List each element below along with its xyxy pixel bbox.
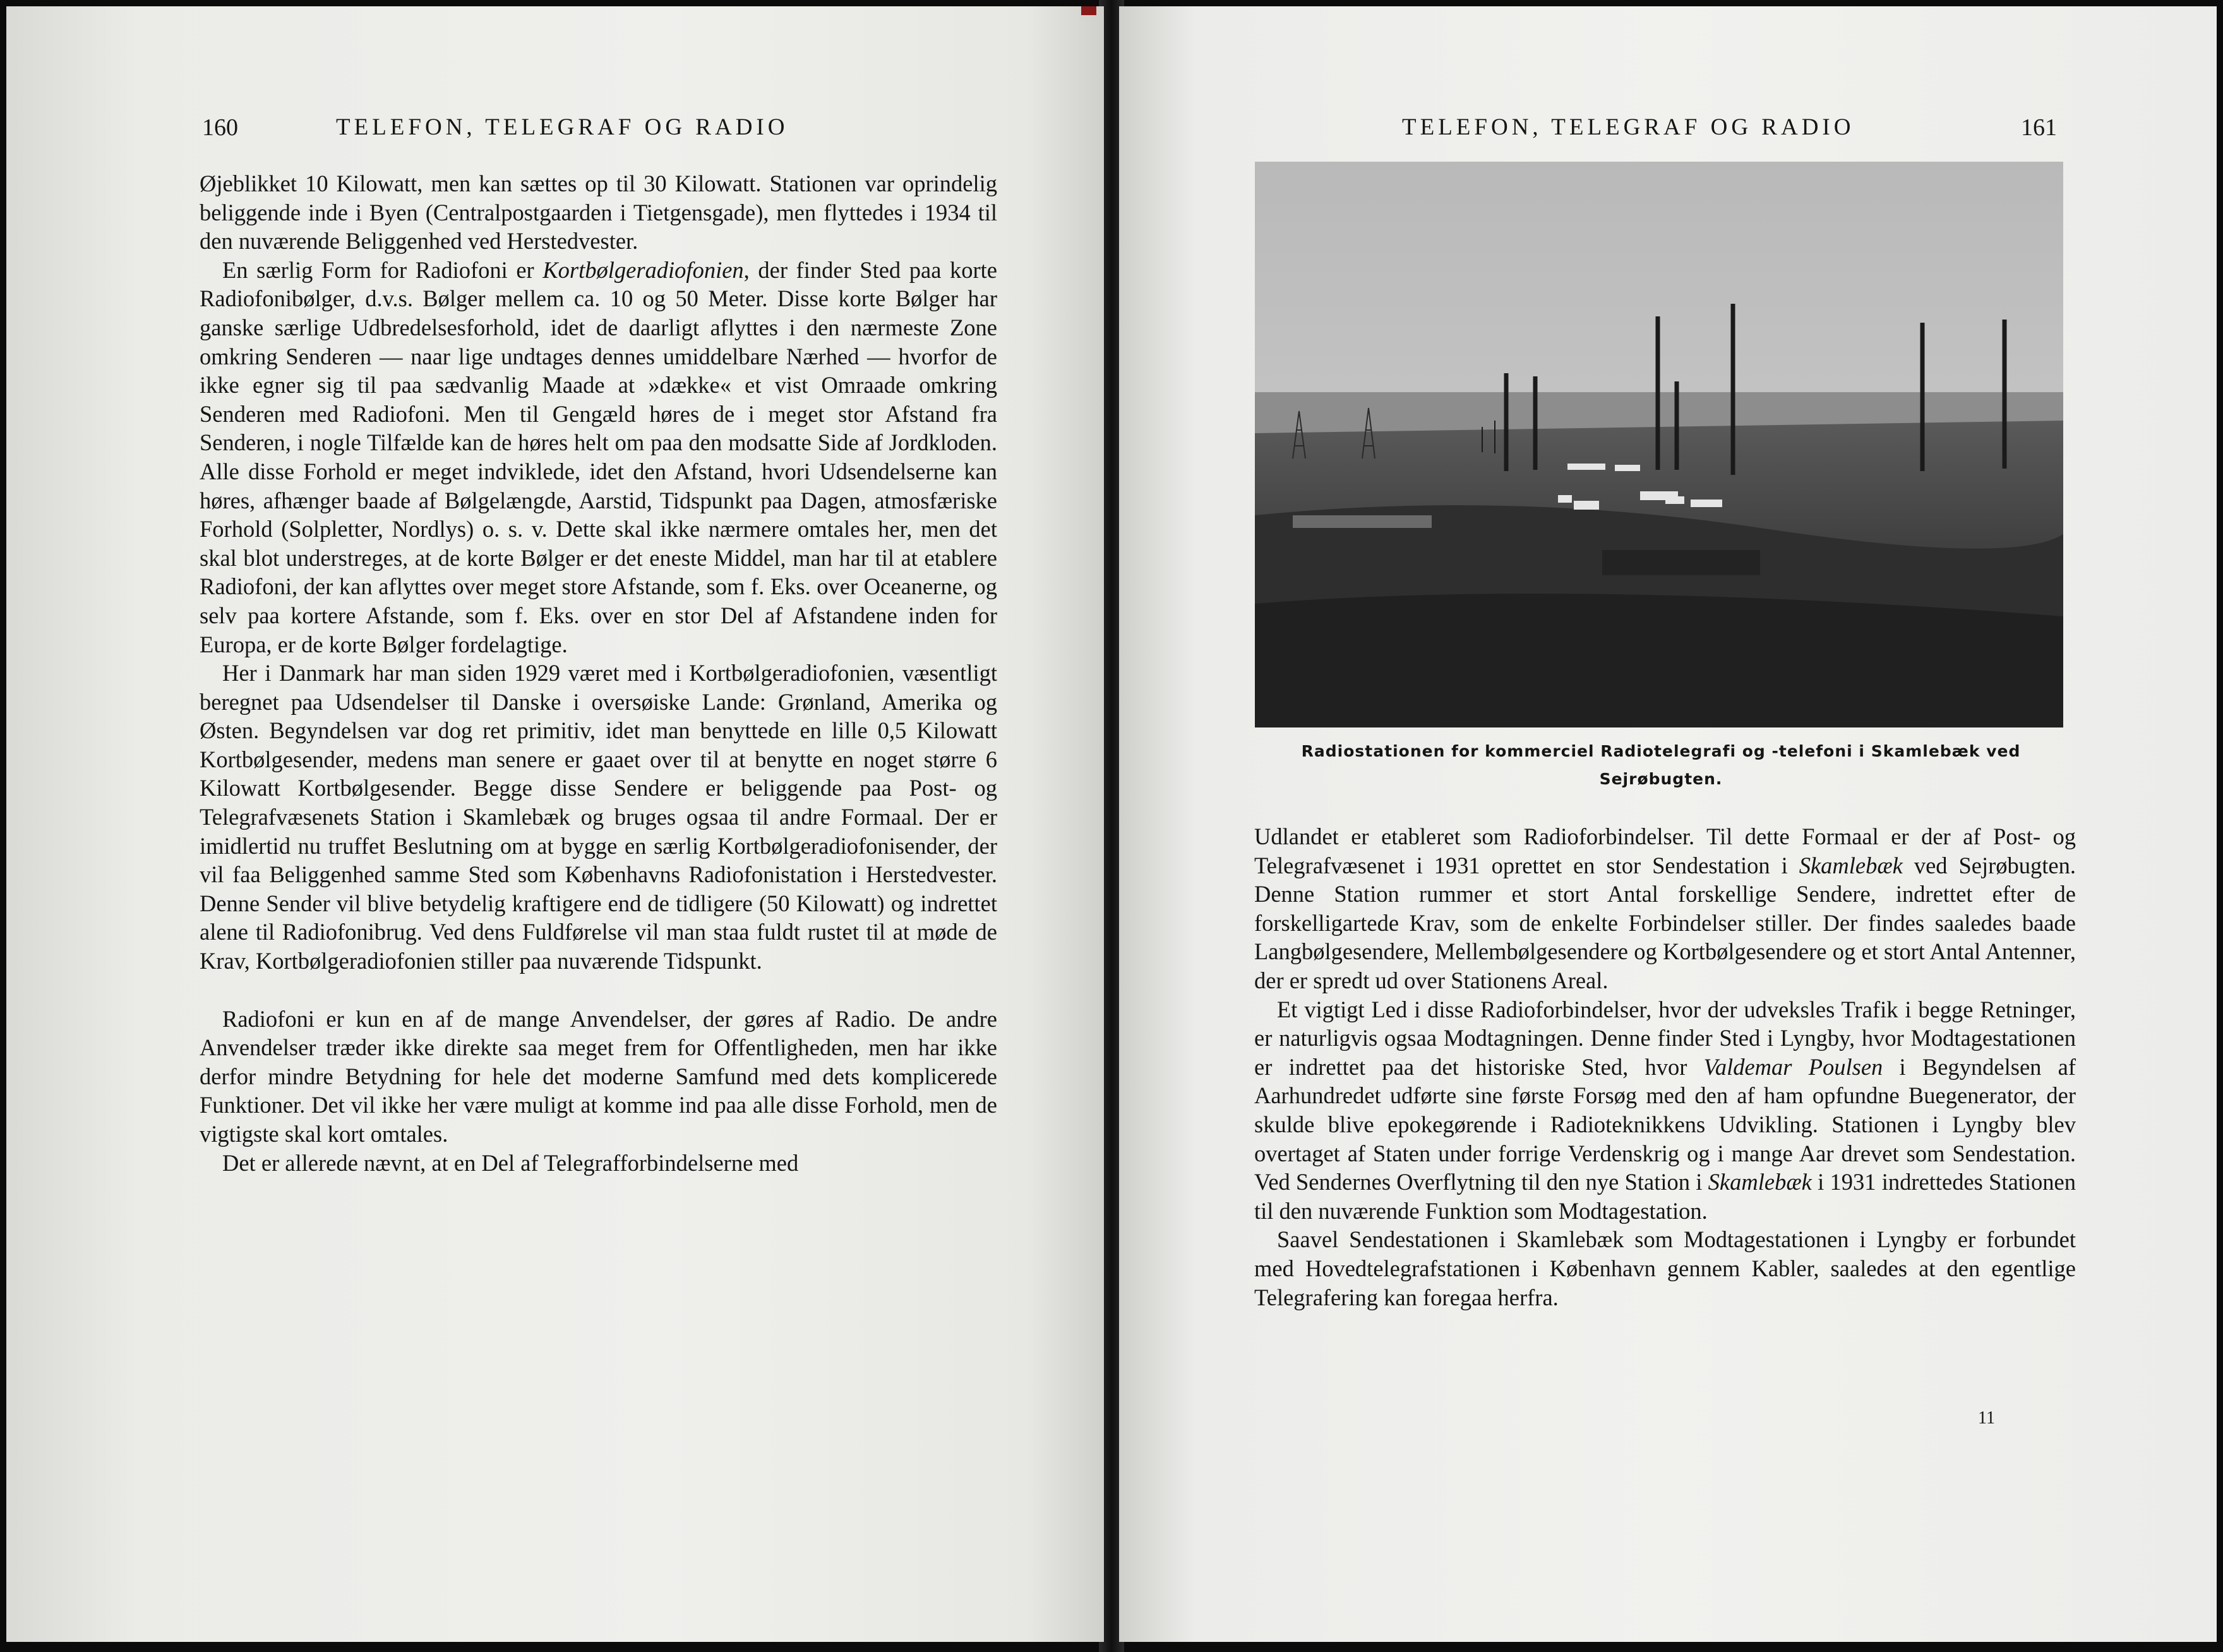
- photo-caption-line-1: Radiostationen for kommerciel Radiotelegrafi og -telefoni i Skamlebæk ved: [1301, 742, 2021, 760]
- left-running-head: TELEFON, TELEGRAF OG RADIO: [336, 114, 789, 140]
- italic-term: Skamlebæk: [1799, 852, 1903, 878]
- italic-term: Valdemar Poulsen: [1703, 1053, 1883, 1080]
- bookmark-ribbon: [1081, 6, 1096, 15]
- left-paragraph-3: Her i Danmark har man siden 1929 været med i Kortbølgeradiofonien, væsentligt beregnet paa Udsendelser til Danske i oversøiske Lande: Grønland, Amerika og Østen. Begyndelsen var dog ret primitiv, idet man benyttede en lille 0,5 Kilowatt Kortbølgesender, medens man senere er gaaet over til at benytte en noget større 6 Kilowatt Kortbølgesender. Begge disse Sendere er beliggende paa Post- og Telegrafvæsenets Station i Skamlebæk og bruges ogsaa til andre Formaal. Der er imidlertid nu truffet Beslutning om at bygge en særlig Kortbølgeradiofonisender, der vil faa Beliggenhed samme Sted som Københavns Radiofonistation i Herstedvester. Denne Sender vil blive betydelig kraftigere end de tidligere (50 Kilowatt) og indrettet alene til Radiofonibrug. Ved dens Fuldførelse vil man staa fuldt rustet til at møde de Krav, Kortbølgeradiofonien stiller paa nuværende Tidspunkt.: [200, 660, 997, 974]
- right-page-number: 161: [2021, 114, 2057, 141]
- right-paragraph-1: Udlandet er etableret som Radioforbindelser. Til dette Formaal er der af Post- og Telegrafvæsenet i 1931 oprettet en stor Sendestation i Skamlebæk ved Sejrøbugten. Denne Station rummer et stort Antal forskellige Sendere, indrettet efter de forskelligartede Krav, som de enkelte Forbindelser stiller. Der findes saaledes baade Langbølgesendere, Mellembølgesendere og Kortbølgesendere og et stort Antal Antenner, der er spredt ud over Stationens Areal.: [1254, 823, 2076, 993]
- right-paragraph-2: Et vigtigt Led i disse Radioforbindelser, hvor der udveksles Trafik i begge Retninger, er naturligvis ogsaa Modtagningen. Denne finder Sted i Lyngby, hvor Modtagestationen er indrettet paa det historiske Sted, hvor Valdemar Poulsen i Begyndelsen af Aarhundredet udførte sine første Forsøg med den af ham opfundne Buegenerator, der skulde blive epokegørende i Radioteknikkens Udvikling. Stationen i Lyngby blev overtaget af Staten under forrige Verdenskrig og i mange Aar drevet som Sendestation. Ved Sendernes Overflytning til den nye Station i Skamlebæk i 1931 indrettedes Stationen til den nuværende Funktion som Modtagestation.: [1254, 996, 2076, 1224]
- right-page-body: [1254, 822, 2076, 1312]
- radio-station-photo: [1255, 162, 2063, 727]
- photo-caption: [1269, 738, 2052, 793]
- left-page-number: 160: [202, 114, 238, 141]
- left-page-body: [200, 169, 997, 1177]
- right-running-head: TELEFON, TELEGRAF OG RADIO: [1402, 114, 1855, 140]
- left-paragraph-5: Det er allerede nævnt, at en Del af Telegrafforbindelserne med: [222, 1149, 799, 1176]
- right-paragraph-3: Saavel Sendestationen i Skamlebæk som Modtagestationen i Lyngby er forbundet med Hovedtelegrafstationen i København gennem Kabler, saaledes at den egentlige Telegrafering kan foregaa herfra.: [1254, 1226, 2076, 1310]
- left-paragraph-2: En særlig Form for Radiofoni er Kortbølgeradiofonien, der finder Sted paa korte Radiofonibølger, d.v.s. Bølger mellem ca. 10 og 50 Meter. Disse korte Bølger har ganske særlige Udbredelsesforhold, idet de daarligt aflyttes i den nærmeste Zone omkring Senderen — naar lige undtages dennes umiddelbare Nærhed — hvorfor de ikke egner sig til paa sædvanlig Maade at »dække« et vist Omraade omkring Senderen med Radiofoni. Men til Gengæld høres de i meget stor Afstand fra Senderen, i nogle Tilfælde kan de høres helt om paa den modsatte Side af Jordkloden. Alle disse Forhold er meget indviklede, idet den Afstand, hvori Udsendelserne kan høres, afhænger baade af Bølgelængde, Aarstid, Tidspunkt paa Dagen, atmosfæriske Forhold (Solpletter, Nordlys) o. s. v. Dette skal ikke nærmere omtales her, men det skal blot understreges, at de korte Bølger er det eneste Middel, man har til at etablere Radiofoni, der kan aflyttes over meget store Afstande, som f. Eks. over Oceanerne, og selv paa kortere Afstande, som f. Eks. over en stor Del af Afstandene inden for Europa, er de korte Bølger fordelagtige.: [200, 256, 998, 657]
- italic-term: Kortbølgeradiofonien: [542, 256, 744, 283]
- signature-mark: 11: [1978, 1408, 1995, 1428]
- left-paragraph-4: Radiofoni er kun en af de mange Anvendelser, der gøres af Radio. De andre Anvendelser træder ikke direkte saa meget frem for Offentligheden, men har ikke derfor mindre Betydning for hele det moderne Samfund med dets komplicerede Funktioner. Det vil ikke her være muligt at komme ind paa alle disse Forhold, men de vigtigste skal kort omtales.: [200, 1005, 997, 1147]
- italic-term: Skamlebæk: [1708, 1169, 1812, 1195]
- left-paragraph-1: Øjeblikket 10 Kilowatt, men kan sættes op til 30 Kilowatt. Stationen var oprindelig beliggende inde i Byen (Centralpostgaarden i Tietgensgade), men flyttedes i 1934 til den nuværende Beliggenhed ved Herstedvester.: [200, 171, 997, 254]
- photo-caption-line-2: Sejrøbugten.: [1599, 770, 1723, 788]
